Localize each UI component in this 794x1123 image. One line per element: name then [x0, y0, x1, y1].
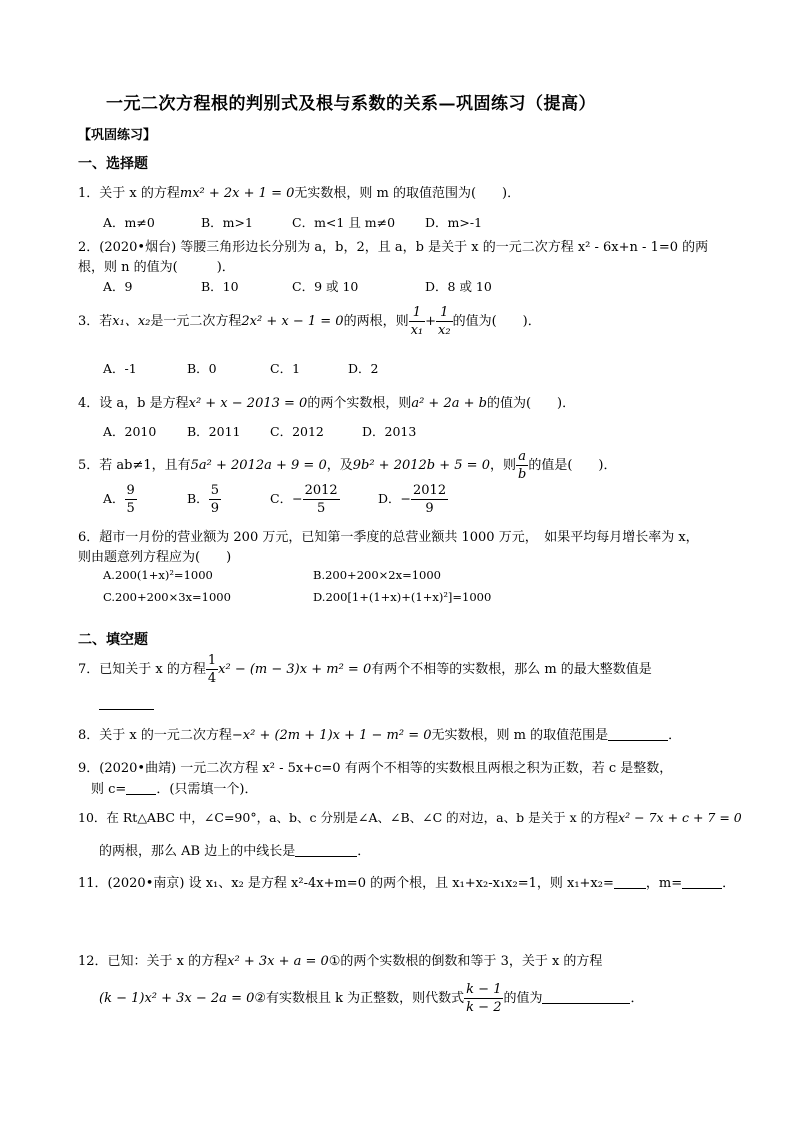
question-11: 11．(2020•南京) 设 x₁、x₂ 是方程 x²-4x+m=0 的两个根，且 x₁+x₂-x₁x₂=1，则 x₁+x₂= ，m= ． — [78, 876, 736, 891]
q1-option-c: C．m<1 且 m≠0 — [292, 215, 396, 230]
q12-fraction: $\frac{k - 1}{k - 2}$ — [466, 982, 502, 1015]
question-12: 12．已知：关于 x 的方程x² + 3x + a = 0①的两个实数根的倒数和等于 3，关于 x 的方程 — [78, 954, 603, 969]
q12-answer-blank — [542, 991, 630, 1004]
q8-equation: −x² + (2m + 1)x + 1 − m² = 0 — [231, 728, 432, 743]
q2-option-c: C．9 或 10 — [292, 279, 359, 294]
q12-equation-1: x² + 3x + a = 0 — [227, 954, 329, 969]
question-3: 3．若x₁、x₂是一元二次方程2x² + x − 1 = 0的两根，则 $\frac{1}{\text{x₁}}$ + $\frac{1}{\text{x₂}}$ 的值为( )． — [78, 305, 541, 338]
q6-option-d: D.200[1+(1+x)+(1+x)²]=1000 — [313, 590, 492, 604]
q7-answer-blank — [99, 693, 154, 712]
q11-answer-blank-1 — [614, 876, 646, 889]
q4-expression: a² + 2a + b — [411, 396, 487, 411]
question-6-line1: 6．超市一月份的营业额为 200 万元，已知第一季度的总营业额共 1000 万元， 如果平均每月增长率为 x， — [78, 530, 699, 545]
exercise-tag: 【巩固练习】 — [78, 128, 157, 143]
q10-equation: x² − 7x + c + 7 = 0 — [618, 810, 742, 825]
q6-option-a: A.200(1+x)²=1000 — [103, 568, 213, 582]
question-7: 7．已知关于 x 的方程 $\frac{1}{4}$ x² − (m − 3)x + m² = 0有两个不相等的实数根，那么 m 的最大整数值是 — [78, 653, 652, 686]
question-2-line1: 2．(2020•烟台) 等腰三角形边长分别为 a，b，2，且 a，b 是关于 x 的一元二次方程 x² - 6x+n - 1=0 的两 — [78, 240, 709, 255]
q11-answer-blank-2 — [682, 876, 722, 889]
q2-option-b: B．10 — [201, 279, 239, 294]
q4-option-a: A．2010 — [103, 424, 157, 439]
q7-equation: x² − (m − 3)x + m² = 0 — [218, 662, 372, 677]
section-fill-heading: 二、填空题 — [78, 632, 148, 648]
q5-option-d: D．− $\frac{2012}{9}$ — [378, 483, 447, 516]
q3-equation: 2x² + x − 1 = 0 — [241, 314, 344, 329]
q5-equation-2: 9b² + 2012b + 5 = 0 — [352, 458, 490, 473]
q2-option-d: D．8 或 10 — [425, 279, 492, 294]
q5-fraction: $\frac{a}{b}$ — [518, 449, 527, 482]
q1-equation: mx² + 2x + 1 = 0 — [179, 186, 295, 201]
q9-answer-blank — [126, 782, 156, 795]
q5-equation-1: 5a² + 2012a + 9 = 0 — [190, 458, 327, 473]
q5-option-c: C．− $\frac{2012}{5}$ — [270, 483, 338, 516]
q8-answer-blank — [608, 728, 668, 741]
q3-option-d: D．2 — [348, 361, 379, 376]
q1-option-d: D．m>-1 — [425, 215, 483, 230]
q12-equation-2: (k − 1)x² + 3x − 2a = 0 — [99, 991, 255, 1006]
q3-fraction-2: $\frac{1}{\text{x₂}}$ — [438, 305, 451, 338]
q3-roots: x₁、x₂ — [112, 314, 151, 329]
q1-option-a: A．m≠0 — [103, 215, 155, 230]
q3-option-a: A．-1 — [103, 361, 137, 376]
question-5: 5．若 ab≠1，且有5a² + 2012a + 9 = 0，及9b² + 2012b + 5 = 0，则 $\frac{a}{b}$ 的值是( )． — [78, 449, 617, 482]
question-4: 4．设 a，b 是方程x² + x − 2013 = 0的两个实数根，则a² + 2a + b的值为( )． — [78, 396, 576, 411]
question-9-line1: 9．(2020•曲靖) 一元二次方程 x² - 5x+c=0 有两个不相等的实数根且两根之积为正数，若 c 是整数， — [78, 761, 673, 776]
q3-option-b: B．0 — [187, 361, 217, 376]
section-choice-heading: 一、选择题 — [78, 156, 148, 172]
question-8: 8．关于 x 的一元二次方程−x² + (2m + 1)x + 1 − m² = 0无实数根，则 m 的取值范围是 ． — [78, 728, 682, 743]
question-9-line2: 则 c= ．(只需填一个)． — [91, 782, 258, 797]
question-2-line2: 根，则 n 的值为( )． — [78, 260, 235, 275]
page-title: 一元二次方程根的判别式及根与系数的关系—巩固练习（提高） — [106, 94, 596, 114]
q3-option-c: C．1 — [270, 361, 301, 376]
q6-option-c: C.200+200×3x=1000 — [103, 590, 231, 604]
q5-option-a: A． $\frac{9}{5}$ — [103, 483, 135, 516]
q10-answer-blank — [295, 844, 357, 857]
q5-option-b: B． $\frac{5}{9}$ — [187, 483, 219, 516]
q2-option-a: A．9 — [103, 279, 133, 294]
q4-equation: x² + x − 2013 = 0 — [188, 396, 308, 411]
q7-fraction: $\frac{1}{4}$ — [207, 653, 217, 686]
q4-option-d: D．2013 — [362, 424, 417, 439]
question-10-line2: 的两根，那么 AB 边上的中线长是 ． — [99, 844, 371, 859]
q6-option-b: B.200+200×2x=1000 — [313, 568, 441, 582]
q1-option-b: B．m>1 — [201, 215, 253, 230]
question-12-line2: (k − 1)x² + 3x − 2a = 0②有实数根且 k 为正整数，则代数式 $\frac{k - 1}{k - 2}$ 的值为 ． — [99, 982, 644, 1015]
question-10: 10．在 Rt△ABC 中，∠C=90°，a、b、c 分别是∠A、∠B、∠C 的对边，a、b 是关于 x 的方程x² − 7x + c + 7 = 0 — [78, 810, 742, 825]
question-1: 1．关于 x 的方程mx² + 2x + 1 = 0无实数根，则 m 的取值范围为( )． — [78, 186, 521, 201]
q3-fraction-1: $\frac{1}{\text{x₁}}$ — [410, 305, 424, 338]
q4-option-b: B．2011 — [187, 424, 241, 439]
q4-option-c: C．2012 — [270, 424, 324, 439]
question-6-line2: 则由题意列方程应为( ) — [78, 550, 232, 565]
